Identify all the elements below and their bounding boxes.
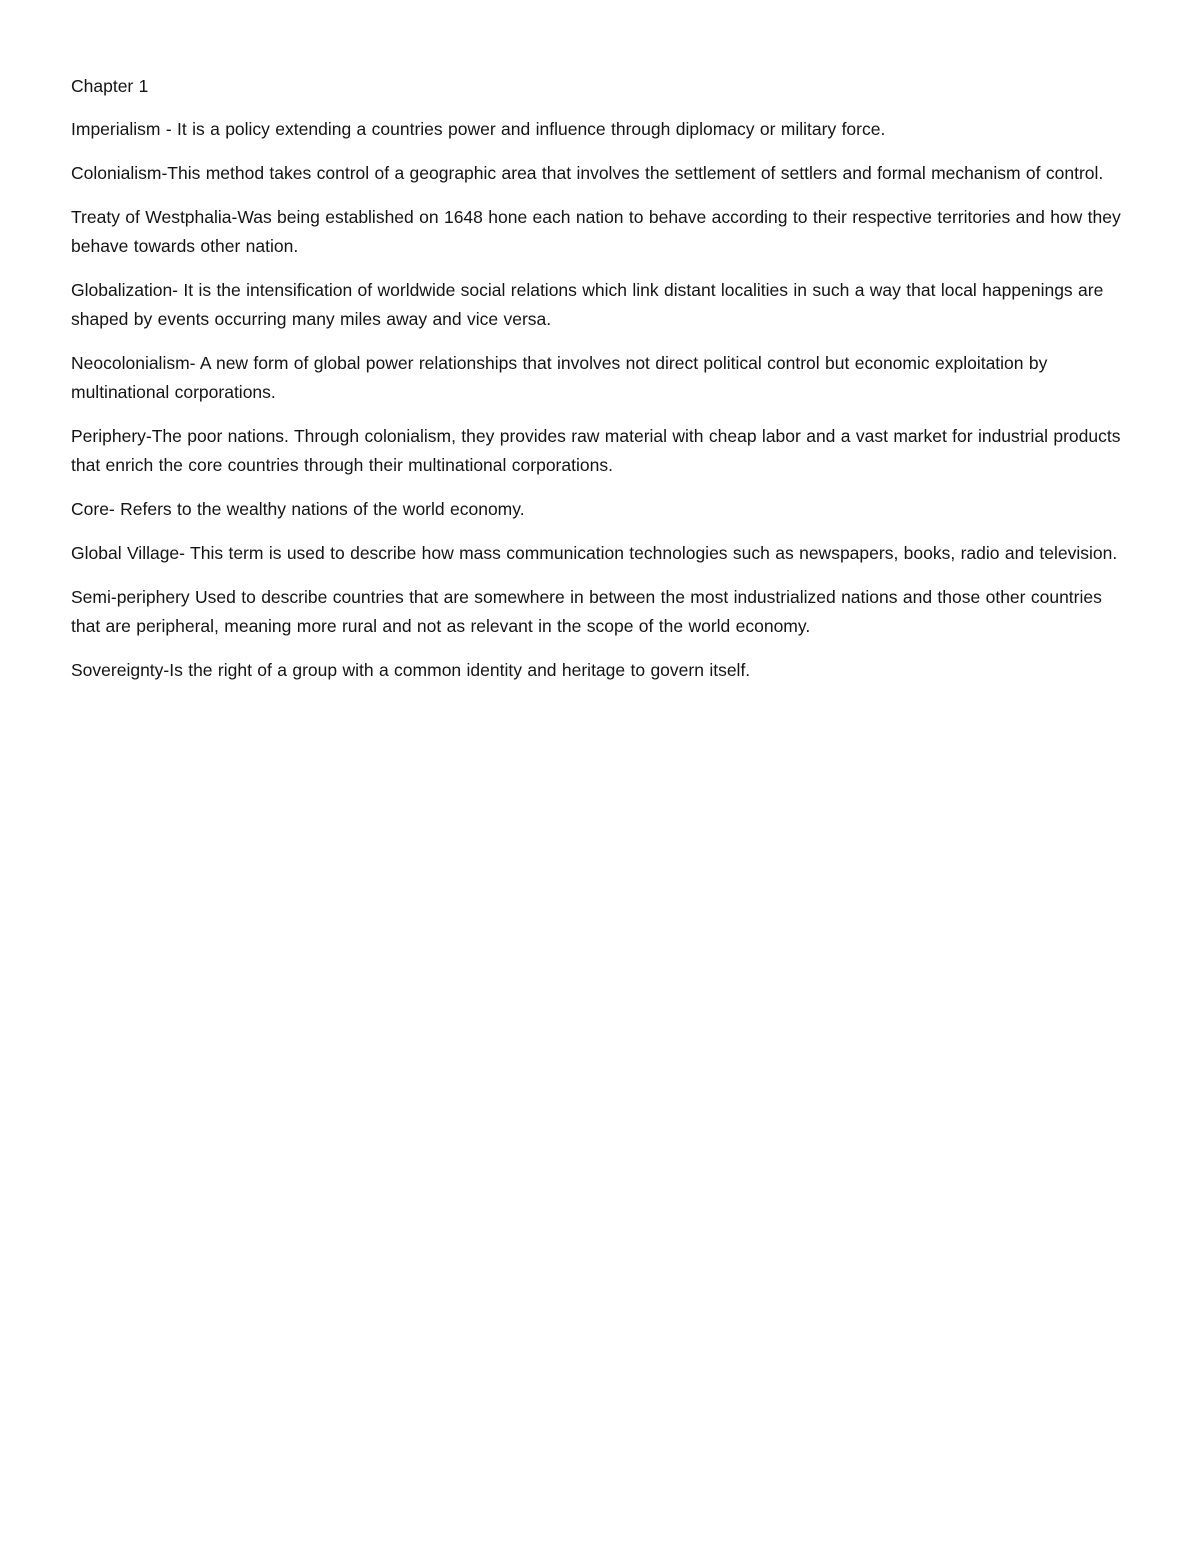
definition-sovereignty: Sovereignty-Is the right of a group with a common identity and heritage to govern itself. [71, 660, 751, 680]
definition-imperialism: Imperialism - It is a policy extending a countries power and influence through diplomacy or military force. [71, 119, 886, 139]
definition-periphery: Periphery-The poor nations. Through colonialism, they provides raw material with cheap labor and a vast market for industrial products that enrich the core countries through their multinational corporations. [71, 426, 1121, 475]
definition-global-village: Global Village- This term is used to describe how mass communication technologies such as newspapers, books, radio and television. [71, 543, 1118, 563]
definition-neocolonialism: Neocolonialism- A new form of global power relationships that involves not direct political control but economic exploitation by multinational corporations. [71, 353, 1048, 402]
definition-treaty-of-westphalia: Treaty of Westphalia-Was being established on 1648 hone each nation to behave according to their respective territories and how they behave towards other nation. [71, 207, 1121, 256]
chapter-heading: Chapter 1 [71, 76, 149, 96]
definition-semi-periphery: Semi-periphery Used to describe countries that are somewhere in between the most industrialized nations and those other countries that are peripheral, meaning more rural and not as relevant in the scope of the world economy. [71, 587, 1102, 636]
definition-core: Core- Refers to the wealthy nations of the world economy. [71, 499, 525, 519]
definition-colonialism: Colonialism-This method takes control of a geographic area that involves the settlement of settlers and formal mechanism of control. [71, 163, 1104, 183]
definition-globalization: Globalization- It is the intensification of worldwide social relations which link distant localities in such a way that local happenings are shaped by events occurring many miles away and vice versa. [71, 280, 1104, 329]
